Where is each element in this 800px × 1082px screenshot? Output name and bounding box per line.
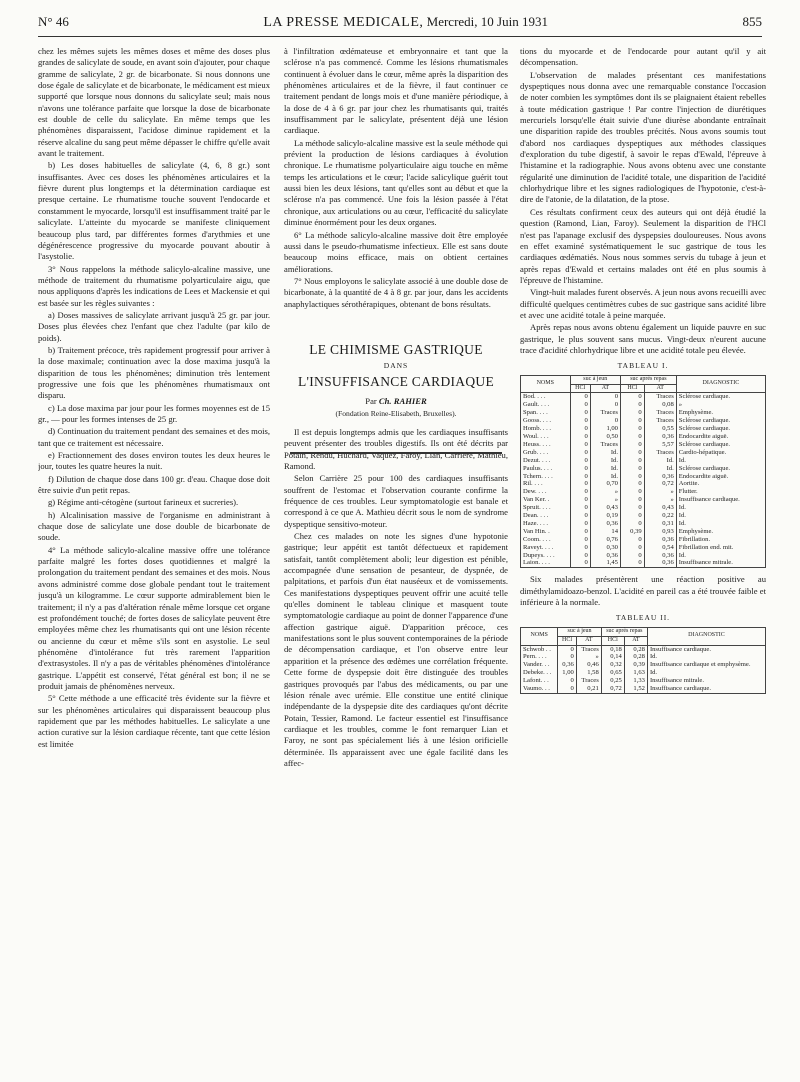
table-2 bbox=[520, 627, 766, 694]
table-cell-h1: 0 bbox=[570, 401, 590, 409]
table-cell-nom: Ril. . . . bbox=[521, 480, 571, 488]
table-cell-h2: 0 bbox=[620, 401, 644, 409]
table-cell-diag: Id. bbox=[647, 653, 765, 661]
table-cell-diag: Emphysème. bbox=[676, 409, 765, 417]
table-cell-a2: 1,33 bbox=[624, 677, 647, 685]
table-cell-a1: Traces bbox=[590, 441, 620, 449]
header-rule bbox=[38, 36, 762, 37]
author-affiliation: (Fondation Reine-Elisabeth, Bruxelles). bbox=[335, 408, 457, 418]
table-cell-diag: » bbox=[676, 401, 765, 409]
paragraph: Vingt-huit malades furent observés. A jeun nous avons recueilli avec difficulté quelques centimètres cubes de suc gastrique sans acidité libre et avec une acidité totale à peine marquée. bbox=[520, 287, 766, 320]
table-cell-h1: 0 bbox=[570, 457, 590, 465]
table-2-body bbox=[521, 645, 766, 693]
table-cell-h1: 0 bbox=[570, 480, 590, 488]
table-cell-a1: 0,36 bbox=[590, 552, 620, 560]
table-cell-diag: Insuffisance mitrale. bbox=[676, 559, 765, 567]
author-name: Ch. RAHIER bbox=[378, 396, 427, 407]
table-cell-h2: 0,25 bbox=[601, 677, 624, 685]
table-cell-h2: 0 bbox=[620, 441, 644, 449]
table-cell-a2: 0,36 bbox=[644, 433, 676, 441]
table-cell-a1: 0 bbox=[590, 393, 620, 401]
table-cell-nom: Span. . . . bbox=[521, 409, 571, 417]
table-cell-h2: 0 bbox=[620, 536, 644, 544]
spacer bbox=[284, 311, 508, 325]
table-cell-h1: 0 bbox=[570, 559, 590, 567]
table-cell-a2: 0,93 bbox=[644, 528, 676, 536]
list-item: d) Continuation du traitement pendant des semaines et des mois, tant que ce traitement est nécessaire. bbox=[38, 426, 270, 448]
col-header-diagnostic: DIAGNOSTIC bbox=[676, 375, 765, 393]
table-cell-nom: Gault. . . . bbox=[521, 401, 571, 409]
table-cell-diag: Cardio-hépatique. bbox=[676, 449, 765, 457]
paragraph: L'observation de malades présentant ces manifestations dyspeptiques nous donna avec une remarquable constance l'occasion de noter combien les symptômes dont ils se plaignaient étaient rebelles à toute médication gastrique ! Par contre l'injection de diurétiques mercuriels lorsqu'elle était suivie d'une diurèse abondante entraînait une disparition rapide des troubles précités. Nous avons soumis tout d'abord nos cardiaques dyspeptiques aux méthodes classiques d'exploration du tube digestif, à savoir le repas d'Ewald, l'épreuve à l'histamine et la radiographie. Nous avons obtenu avec une constante régularité une diminution de l'acidité totale, une disparition de l'acidité chlorhydrique libre et les signes radiologiques de l'hypotonie, c'est-à-dire de l'atonie, de la dilatation, de la ptose. bbox=[520, 69, 766, 205]
table-cell-nom: Tchern. . . . bbox=[521, 473, 571, 481]
table-cell-diag: Endocardite aiguë. bbox=[676, 433, 765, 441]
table-cell-h2: 0 bbox=[620, 480, 644, 488]
table-cell-a1: » bbox=[576, 653, 601, 661]
table-cell-h2: 0,14 bbox=[601, 653, 624, 661]
table-row bbox=[521, 685, 766, 693]
col-header-suc-repas: suc après repas bbox=[620, 375, 676, 384]
table-cell-diag: Id. bbox=[676, 457, 765, 465]
col-header-diagnostic: DIAGNOSTIC bbox=[647, 627, 765, 645]
table-cell-a2: 5,57 bbox=[644, 441, 676, 449]
paragraph: 3° Nous rappelons la méthode salicylo-alcaline massive, une méthode de traitement du rhumatisme polyarticulaire aigu, que nous appliquons d'après les indications de Lees et Mackensie et qui est basée sur les règles suivantes : bbox=[38, 263, 270, 308]
table-cell-diag: Sclérose cardiaque. bbox=[676, 393, 765, 401]
paragraph: chez les mêmes sujets les mêmes doses et même des doses plus grandes de salicylate de soude, en avant soin d'ajouter, pour chaque gramme de salicylate, 2 gr. de bicarbonate. Si nous donnons une dose égale de salicylate et de bicarbonate, le médicament est mieux supporté que lorsque nous donnons du salicylate seul; mais nous n'avons une tolérance parfaite que lorsque la dose de bicarbonate est double de celle du salicylate. En même temps que les phénomènes disparaissent, l'acidose diminue rapidement et la réserve alcaline du sang peut même dépasser le chiffre qu'elle avait avant le traitement. bbox=[38, 46, 270, 159]
table-row bbox=[521, 449, 766, 457]
table-cell-a1: 0 bbox=[590, 417, 620, 425]
table-cell-h2: 0 bbox=[620, 559, 644, 567]
article-heading bbox=[284, 341, 508, 419]
table-2-caption: TABLEAU II. bbox=[615, 613, 671, 623]
table-cell-a1: 14 bbox=[590, 528, 620, 536]
table-cell-a1: 0,46 bbox=[576, 661, 601, 669]
table-cell-diag: Id. bbox=[676, 504, 765, 512]
column-1 bbox=[38, 46, 270, 1066]
table-cell-h1: 0 bbox=[570, 504, 590, 512]
table-cell-h1: 0 bbox=[570, 425, 590, 433]
paragraph: 4° La méthode salicylo-alcaline massive offre une tolérance parfaite malgré les fortes doses quotidiennes et malgré la prolongation du traitement pendant des semaines et des mois. Nous avons administré comme dose globale pendant tout le traitement jusqu'à un kilogramme. Le cœur supporte admirablement bien le traitement; il n'y a pas d'altération rénale même lorsque cet organe est profondément touché; de fortes doses de salicylate peuvent être employées même chez les rhumatisants qui ont une lésion récente ou ancienne du cœur et même s'ils sont en asystolie. Le seul phénomène d'intolérance fut très rarement l'apparition d'extrasystoles. Il n'y a pas de véritables phénomènes d'intolérance gastrique. L'appétit est conservé, l'état général est bon; il ne se produit jamais de phénomènes nerveux. bbox=[38, 544, 270, 691]
table-row bbox=[521, 504, 766, 512]
table-cell-h1: 0 bbox=[558, 645, 576, 653]
table-cell-a2: Traces bbox=[644, 409, 676, 417]
table-cell-h1: 0 bbox=[570, 512, 590, 520]
issue-date: Mercredi, 10 Juin 1931 bbox=[426, 14, 548, 29]
table-row bbox=[521, 661, 766, 669]
table-cell-diag: Sclérose cardiaque. bbox=[676, 425, 765, 433]
table-cell-a1: 1,45 bbox=[590, 559, 620, 567]
paragraph: Il est depuis longtemps admis que les cardiaques insuffisants peuvent présenter des troubles digestifs. Ils ont été décrits par Potain, Rendu, Huchard, Vaquez, Faroy, Lian, Carrière, Mathieu, Ramond. bbox=[284, 426, 508, 471]
table-cell-h1: 0,36 bbox=[558, 661, 576, 669]
table-cell-a1: » bbox=[590, 488, 620, 496]
table-cell-h2: 0,65 bbox=[601, 669, 624, 677]
list-item: c) La dose maxima par jour pour les formes moyennes est de 15 gr., — pour les formes intenses de 25 gr. bbox=[38, 402, 270, 424]
table-cell-diag: Endocardite aiguë. bbox=[676, 473, 765, 481]
table-cell-h1: 0 bbox=[570, 520, 590, 528]
table-cell-h2: 0,72 bbox=[601, 685, 624, 693]
table-cell-a1: 0,30 bbox=[590, 544, 620, 552]
table-cell-nom: Vander. . . bbox=[521, 661, 558, 669]
table-cell-a1: Id. bbox=[590, 457, 620, 465]
journal-title: LA PRESSE MEDICALE, bbox=[263, 15, 424, 30]
article-separator bbox=[290, 452, 502, 454]
column-3 bbox=[520, 46, 766, 1066]
table-cell-a1: 0,43 bbox=[590, 504, 620, 512]
table-cell-a2: 0,72 bbox=[644, 480, 676, 488]
table-cell-nom: Heuss. . . . bbox=[521, 441, 571, 449]
table-cell-diag: Flutter. bbox=[676, 488, 765, 496]
table-row bbox=[521, 536, 766, 544]
table-cell-diag: Id. bbox=[676, 552, 765, 560]
table-1 bbox=[520, 375, 766, 569]
table-cell-a2: 0,36 bbox=[644, 559, 676, 567]
paragraph: Chez ces malades on note les signes d'une hypotonie gastrique; leur appétit est tantôt défectueux et rapidement satisfait, tantôt complètement aboli; leur digestion est pénible, accompagnée d'une sensation de pesanteur, de dyspnée, de palpitations, et parfois d'un état nauséeux et de vomissements. Ces manifestations dyspeptiques peuvent offrir une acuité telle qu'elles dominent le tableau clinique et masquent toute symptomatologie cardiaque au point de donner l'apparence d'une affection gastrique aiguë. D'apparition précoce, ces manifestations sont le plus souvent contemporaines de la période de décompensation cardiaque, et l'on observe entre leur apparition et la présence des œdèmes une corrélation fréquente. Cette forme de dyspepsie doit être distinguée des troubles gastriques provoqués par l'abus des médicaments, ou par une lésion rénale avec urémie. Elle constitue une entité clinique indépendante de la dyspepsie dite des cardiaques qu'ont décrite Potain, Tessier, Ramond. Le facteur essentiel est l'insuffisance cardiaque et les troubles, comme le font remarquer Lian et Faroy, ne sont pas spécialement liés à une lésion orificielle déterminée. Ils apparaissent avec une égale facilité dans les affec- bbox=[284, 531, 508, 768]
table-cell-a2: 1,63 bbox=[624, 669, 647, 677]
table-cell-h1: 0 bbox=[558, 653, 576, 661]
table-cell-diag: Fibrillation. bbox=[676, 536, 765, 544]
table-row bbox=[521, 528, 766, 536]
table-cell-a1: Traces bbox=[576, 645, 601, 653]
table-cell-h2: 0 bbox=[620, 544, 644, 552]
table-cell-a2: Id. bbox=[644, 457, 676, 465]
col-header-at: AT bbox=[590, 384, 620, 393]
table-cell-a2: 0,22 bbox=[644, 512, 676, 520]
table-cell-a1: 0,21 bbox=[576, 685, 601, 693]
table-cell-diag: Emphysème. bbox=[676, 528, 765, 536]
table-row bbox=[521, 401, 766, 409]
table-cell-h2: 0 bbox=[620, 465, 644, 473]
table-cell-h2: 0 bbox=[620, 504, 644, 512]
table-row bbox=[521, 544, 766, 552]
table-cell-a1: » bbox=[590, 496, 620, 504]
table-cell-a1: 1,00 bbox=[590, 425, 620, 433]
col-header-noms: NOMS bbox=[521, 627, 558, 645]
table-cell-a1: 1,58 bbox=[576, 669, 601, 677]
table-row bbox=[521, 457, 766, 465]
table-cell-diag: Insuffisance cardiaque. bbox=[647, 685, 765, 693]
table-cell-nom: Dew. . . . bbox=[521, 488, 571, 496]
table-row bbox=[521, 433, 766, 441]
table-cell-h2: 0 bbox=[620, 433, 644, 441]
table-cell-nom: Van Ker. . bbox=[521, 496, 571, 504]
table-cell-h2: 0 bbox=[620, 488, 644, 496]
table-cell-h2: 0,18 bbox=[601, 645, 624, 653]
col-header-at: AT bbox=[576, 636, 601, 645]
table-cell-a1: 0,50 bbox=[590, 433, 620, 441]
paragraph: tions du myocarde et de l'endocarde pour autant qu'il y ait décompensation. bbox=[520, 46, 766, 68]
table-row bbox=[521, 488, 766, 496]
table-row bbox=[521, 552, 766, 560]
table-row bbox=[521, 645, 766, 653]
table-cell-h1: 0 bbox=[570, 536, 590, 544]
table-cell-a2: Id. bbox=[644, 465, 676, 473]
table-cell-h2: 0 bbox=[620, 409, 644, 417]
table-cell-a2: 0,43 bbox=[644, 504, 676, 512]
table-cell-nom: Pern. . . . bbox=[521, 653, 558, 661]
table-cell-nom: Vaumo. . . bbox=[521, 685, 558, 693]
table-row bbox=[521, 480, 766, 488]
table-cell-nom: Dupeys. . . . bbox=[521, 552, 571, 560]
table-cell-a2: Traces bbox=[644, 417, 676, 425]
table-cell-h2: 0 bbox=[620, 449, 644, 457]
table-row bbox=[521, 677, 766, 685]
table-cell-h2: 0 bbox=[620, 520, 644, 528]
table-cell-a1: Id. bbox=[590, 473, 620, 481]
article-author bbox=[284, 396, 508, 407]
table-cell-h1: 0 bbox=[570, 544, 590, 552]
table-cell-a2: 0,36 bbox=[644, 552, 676, 560]
paragraph: Après repas nous avons obtenu également un liquide pauvre en suc gastrique, le plus souvent sans mucus. Vingt-deux n'eurent aucune trace d'acidité chlorhydrique libre et une acidité totale peu élevée. bbox=[520, 322, 766, 355]
table-row bbox=[521, 409, 766, 417]
table-cell-h1: 0 bbox=[570, 552, 590, 560]
table-cell-h2: 0 bbox=[620, 393, 644, 401]
table-cell-nom: Homb. . . . bbox=[521, 425, 571, 433]
table-cell-diag: Id. bbox=[676, 520, 765, 528]
table-cell-diag: Aortite. bbox=[676, 480, 765, 488]
table-cell-a2: 0,36 bbox=[644, 536, 676, 544]
table-row bbox=[521, 393, 766, 401]
table-cell-diag: Sclérose cardiaque. bbox=[676, 417, 765, 425]
table-cell-h1: 0 bbox=[570, 496, 590, 504]
table-cell-h2: 0 bbox=[620, 473, 644, 481]
table-cell-nom: Coom. . . . bbox=[521, 536, 571, 544]
table-cell-diag: Insuffisance cardiaque. bbox=[647, 645, 765, 653]
table-cell-a2: » bbox=[644, 496, 676, 504]
table-cell-h1: 0 bbox=[570, 473, 590, 481]
list-item: h) Alcalinisation massive de l'organisme en administrant à chaque dose de salicylate une dose double de bicarbonate de soude. bbox=[38, 509, 270, 543]
table-row bbox=[521, 496, 766, 504]
table-cell-diag: Sclérose cardiaque. bbox=[676, 441, 765, 449]
table-cell-a1: 0,70 bbox=[590, 480, 620, 488]
col-header-noms: NOMS bbox=[521, 375, 571, 393]
table-cell-diag: Fibrillation end. mit. bbox=[676, 544, 765, 552]
table-cell-h2: 0 bbox=[620, 417, 644, 425]
table-cell-h2: 0 bbox=[620, 496, 644, 504]
table-cell-a2: 0,54 bbox=[644, 544, 676, 552]
table-row bbox=[521, 417, 766, 425]
table-cell-a2: 0,55 bbox=[644, 425, 676, 433]
table-row bbox=[521, 559, 766, 567]
table-cell-h1: 0 bbox=[570, 409, 590, 417]
table-row bbox=[521, 425, 766, 433]
table-1-caption: TABLEAU I. bbox=[617, 361, 669, 371]
table-cell-diag: Insuffisance cardiaque. bbox=[676, 496, 765, 504]
column-2 bbox=[284, 46, 508, 1066]
table-cell-a1: Id. bbox=[590, 449, 620, 457]
author-prefix: Par bbox=[365, 396, 377, 407]
table-cell-diag: Sclérose cardiaque. bbox=[676, 465, 765, 473]
table-cell-h2: 0 bbox=[620, 457, 644, 465]
table-cell-h2: 0,39 bbox=[620, 528, 644, 536]
paragraph: 6° La méthode salicylo-alcaline massive doit être employée aussi dans le pseudo-rhumatisme infectieux. Elle est sans doute beaucoup moins efficace, mais on obtient certaines améliorations. bbox=[284, 229, 508, 274]
table-cell-nom: Debeke. . . bbox=[521, 669, 558, 677]
table-cell-nom: Raveyt. . . . bbox=[521, 544, 571, 552]
table-cell-a2: 0,31 bbox=[644, 520, 676, 528]
page-header bbox=[38, 14, 762, 36]
article-title-line-2: L'INSUFFISANCE CARDIAQUE bbox=[297, 374, 495, 390]
table-cell-a1: 0,76 bbox=[590, 536, 620, 544]
table-cell-nom: Lafont. . . bbox=[521, 677, 558, 685]
table-cell-a2: 0,28 bbox=[624, 653, 647, 661]
table-cell-h2: 0 bbox=[620, 425, 644, 433]
paragraph: 5° Cette méthode a une efficacité très évidente sur la fièvre et sur les phénomènes articulaires qui disparaissent beaucoup plus rapidement que par les méthodes habituelles. Le salicylate a une action curative sur la lésion cardiaque récente, tant que cette lésion est limitée bbox=[38, 693, 270, 749]
table-cell-diag: Id. bbox=[676, 512, 765, 520]
table-cell-nom: Paulus. . . . bbox=[521, 465, 571, 473]
paragraph: à l'infiltration œdémateuse et embryonnaire et tant que la sclérose n'a pas commencé. Comme les lésions rhumatismales continuent à évoluer dans le cœur, même après la disparition des phénomènes articulaires et de la fièvre, il faut continuer ce traitement pendant de longs mois et d'une manière périodique, à la dose de 4 à 6 gr. par jour chez les rhumatisants qui, traités insuffisamment par le salicylate, présentent déjà une lésion cardiaque. bbox=[284, 46, 508, 136]
table-cell-h1: 0 bbox=[558, 685, 576, 693]
table-cell-nom: Grub. . . . bbox=[521, 449, 571, 457]
table-cell-diag: Insuffisance mitrale. bbox=[647, 677, 765, 685]
table-cell-a1: 0 bbox=[590, 401, 620, 409]
journal-title-line bbox=[263, 14, 548, 31]
paragraph: Selon Carrière 25 pour 100 des cardiaques insuffisants souffrent de l'estomac et l'observation courante confirme la fréquence de ces troubles. Leur symptomatologie est banale et correspond à ce que A. Mathieu décrit sous le nom de syndrome dyspeptique sensitivo-moteur. bbox=[284, 473, 508, 529]
table-cell-nom: Woul. . . . bbox=[521, 433, 571, 441]
table-cell-nom: Haze. . . . bbox=[521, 520, 571, 528]
table-cell-a1: Traces bbox=[576, 677, 601, 685]
table-cell-a2: 0,28 bbox=[624, 645, 647, 653]
table-cell-h1: 0 bbox=[570, 441, 590, 449]
col-header-hcl: HCl bbox=[620, 384, 644, 393]
table-cell-h2: 0,32 bbox=[601, 661, 624, 669]
list-item: b) Traitement précoce, très rapidement progressif pour arriver à la dose maximale; continuation avec la dose maxima jusqu'à la disparition de tous les phénomènes; diminution très lentement progressive une fois que les phénomènes rhumatismaux ont disparu. bbox=[38, 344, 270, 401]
table-row bbox=[521, 520, 766, 528]
col-header-hcl: HCl bbox=[558, 636, 576, 645]
article-title-line-1: LE CHIMISME GASTRIQUE bbox=[309, 341, 483, 357]
table-cell-nom: Bod. . . . bbox=[521, 393, 571, 401]
col-header-at: AT bbox=[624, 636, 647, 645]
list-item: e) Fractionnement des doses environ toutes les deux heures le jour, toutes les quatre heures la nuit. bbox=[38, 450, 270, 472]
table-row bbox=[521, 653, 766, 661]
table-cell-a2: Traces bbox=[644, 393, 676, 401]
col-header-suc-jeun: suc à jeun bbox=[558, 627, 601, 636]
table-1-body bbox=[521, 393, 766, 568]
table-cell-h1: 0 bbox=[570, 465, 590, 473]
paragraph: 7° Nous employons le salicylate associé à une double dose de bicarbonate, à la quantité de 4 à 8 gr. par jour, dans les accidents anaphylactiques sérothérapiques, obtenant de bons résultats. bbox=[284, 275, 508, 309]
table-cell-nom: Gooss. . . . bbox=[521, 417, 571, 425]
table-cell-nom: Schwob . . bbox=[521, 645, 558, 653]
table-cell-a2: 0,36 bbox=[644, 473, 676, 481]
issue-number: N° 46 bbox=[38, 14, 69, 29]
paragraph: Six malades présentèrent une réaction positive au diméthylamidoazo-benzol. L'acidité en pareil cas a été trouvée faible et inférieure à la normale. bbox=[520, 574, 766, 608]
table-cell-nom: Dean. . . . bbox=[521, 512, 571, 520]
table-cell-nom: Dezut. . . . bbox=[521, 457, 571, 465]
table-row bbox=[521, 441, 766, 449]
table-cell-h1: 0 bbox=[570, 433, 590, 441]
table-cell-h1: 0 bbox=[570, 449, 590, 457]
table-cell-h2: 0 bbox=[620, 512, 644, 520]
table-cell-h1: 0 bbox=[570, 393, 590, 401]
table-cell-h1: 0 bbox=[570, 417, 590, 425]
table-cell-a1: Traces bbox=[590, 409, 620, 417]
table-row bbox=[521, 512, 766, 520]
paragraph: Ces résultats confirment ceux des auteurs qui ont déjà étudié la question (Ramond, Lian, Faroy). Seulement la disparition de l'HCl n'est pas l'apanage exclusif des dyspepsies douloureuses. Nous avons en effet examiné systématiquement le suc gastrique de tous les cardiaques œdématiés. Nous nous sommes servis du tubage à jeun et après repas d'Ewald et certains malades ont été en plus soumis à l'épreuve de l'histamine. bbox=[520, 206, 766, 285]
table-cell-nom: Van Hin. . bbox=[521, 528, 571, 536]
table-row bbox=[521, 669, 766, 677]
col-header-suc-repas: suc après repas bbox=[601, 627, 647, 636]
table-cell-a2: 1,52 bbox=[624, 685, 647, 693]
table-cell-diag: Id. bbox=[647, 669, 765, 677]
paragraph: La méthode salicylo-alcaline massive est la seule méthode qui prévient la production de lésions cardiaques à évolution chronique. Le rhumatisme polyarticulaire aigu touche en même temps les articulations et le cœur; l'acide salicylique guérit tout aussi bien les deux lésions, tant qu'elles sont au début et que la sclérose n'a pas commencé. Une fois la lésion passée à l'état chronique, aux articulations ou au cœur, l'efficacité du salicylate diminue énormément pour les deux organes. bbox=[284, 137, 508, 228]
article-title-dans: DANS bbox=[383, 360, 409, 370]
table-cell-nom: Spruit. . . . bbox=[521, 504, 571, 512]
col-header-at: AT bbox=[644, 384, 676, 393]
table-cell-h1: 0 bbox=[570, 528, 590, 536]
col-header-suc-jeun: suc à jeun bbox=[570, 375, 620, 384]
table-cell-a1: 0,36 bbox=[590, 520, 620, 528]
table-cell-h1: 0 bbox=[558, 677, 576, 685]
table-cell-diag: Insuffisance cardiaque et emphysème. bbox=[647, 661, 765, 669]
table-row bbox=[521, 473, 766, 481]
col-header-hcl: HCl bbox=[570, 384, 590, 393]
table-cell-h1: 0 bbox=[570, 488, 590, 496]
list-item: f) Dilution de chaque dose dans 100 gr. d'eau. Chaque dose doit être suivie d'un petit repas. bbox=[38, 473, 270, 496]
table-cell-a2: » bbox=[644, 488, 676, 496]
table-cell-a2: 0,08 bbox=[644, 401, 676, 409]
table-row bbox=[521, 465, 766, 473]
table-cell-a2: Traces bbox=[644, 449, 676, 457]
page-number: 855 bbox=[742, 14, 762, 29]
list-item: a) Doses massives de salicylate arrivant jusqu'à 25 gr. par jour. Doses plus élevées chez l'enfant que chez l'adulte (par kilo de poids). bbox=[38, 309, 270, 343]
table-cell-h2: 0 bbox=[620, 552, 644, 560]
list-item: g) Régime anti-cétogène (surtout farineux et sucreries). bbox=[48, 497, 239, 508]
table-cell-a2: 0,39 bbox=[624, 661, 647, 669]
paragraph: b) Les doses habituelles de salicylate (4, 6, 8 gr.) sont insuffisantes. Avec ces doses les phénomènes articulaires et la fièvre durent plus longtemps et la détermination cardiaque est presque certaine. Le rhumatisme touche souvent l'endocarde et constamment le myocarde, lorsqu'il est insuffisamment traité par le salicylate. L'atteinte du myocarde se manifeste cliniquement beaucoup plus tard, par différentes formes d'arythmies et une dégénérescence progressive du myocarde pouvant aboutir à l'asystolie. bbox=[38, 160, 270, 262]
col-header-hcl: HCl bbox=[601, 636, 624, 645]
table-cell-a1: 0,19 bbox=[590, 512, 620, 520]
table-cell-h1: 1,00 bbox=[558, 669, 576, 677]
table-cell-nom: Laion. . . . bbox=[521, 559, 571, 567]
table-cell-a1: Id. bbox=[590, 465, 620, 473]
